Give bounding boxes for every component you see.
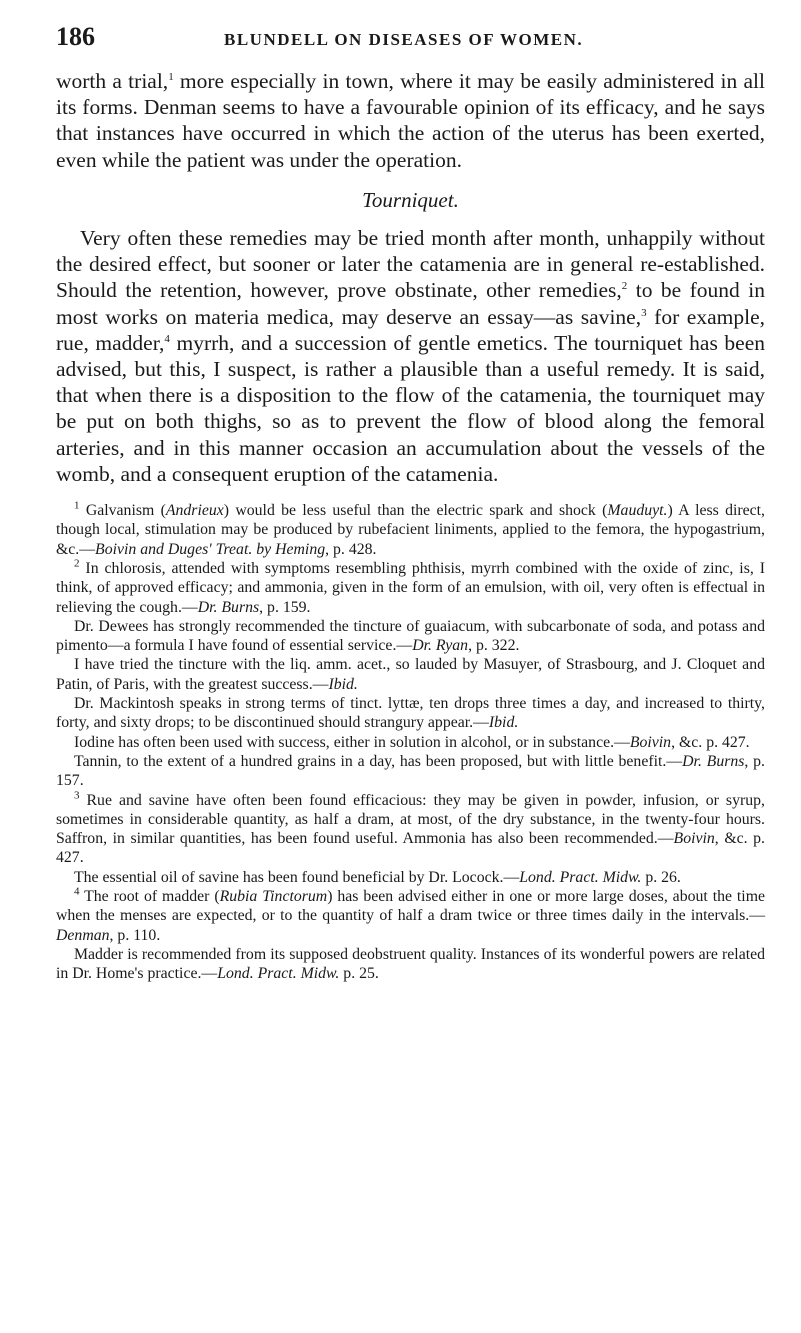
footnote-ref-3: 3 (641, 306, 647, 319)
footnote-ref-4: 4 (164, 332, 170, 345)
footnote-2-tannin: Tannin, to the extent of a hundred grains in a day, has been proposed, but with little benefit.—Dr. Burns, p. 157. (56, 752, 765, 790)
footnote-3: $^3$ Rue and savine have often been found efficacious: they may be given in powder, infusion, or syrup, sometimes in considerable quantity, as half a dram, at most, of the dry substance, in the twenty-four hours. Saffron, in similar quantities, has been found useful. Ammonia has also been recommended.—Boivin, &c. p. 427. (56, 789, 765, 867)
running-title: BLUNDELL ON DISEASES OF WOMEN. (224, 30, 584, 49)
paragraph-2: Very often these remedies may be tried month after month, unhappily without the desired effect, but sooner or later the catamenia are in general re-established. Should the retention, however, prove obstinate, other remedies,$^2$ to be found in most works on materia medica, may deserve an essay—as savine,$^3$ for example, rue, madder,$^4$ myrrh, and a succession of gentle emetics. The tourniquet has been advised, but this, I suspect, is rather a plausible than a useful remedy. It is said, that when there is a disposition to the flow of the catamenia, the tourniquet may be put on both thighs, so as to prevent the flow of blood along the femoral arteries, and in this manner occasion an accumulation about the vessels of the womb, and a consequent eruption of the catamenia. (56, 226, 766, 486)
footnote-2: $^2$ In chlorosis, attended with symptoms resembling phthisis, myrrh combined with the oxide of zinc, is, I think, of approved efficacy; and ammonia, given in the form of an emulsion, with oil, very often is effectual in relieving the cough.—Dr. Burns, p. 159. (56, 557, 765, 616)
section-heading: Tourniquet. (362, 187, 459, 212)
footnote-3-savine: The essential oil of savine has been found beneficial by Dr. Locock.—Lond. Pract. Midw. p. 26. (74, 868, 681, 886)
footnote-ref-1: 1 (168, 70, 174, 83)
paragraph-1: worth a trial,$^1$ more especially in town, where it may be easily administered in all its forms. Denman seems to have a favourable opinion of its efficacy, and he says that instances have occurred in which the action of the uterus has been exerted, even while the patient was under the operation. (56, 69, 766, 172)
footnote-2-mackintosh: Dr. Mackintosh speaks in strong terms of tinct. lyttæ, ten drops three times a day, and increased to thirty, forty, and sixty drops; to be discontinued should strangury appear.—Ibid. (56, 695, 765, 732)
page-number: 186 (56, 22, 95, 51)
main-text (56, 68, 765, 487)
footnote-4-madder: Madder is recommended from its supposed deobstruent quality. Instances of its wonderful powers are related in Dr. Home's practice.—Lond. Pract. Midw. p. 25. (56, 945, 765, 983)
footnote-2-tried: I have tried the tincture with the liq. amm. acet., so lauded by Masuyer, of Strasbourg, and J. Cloquet and Patin, of Paris, with the greatest success.—Ibid. (56, 656, 765, 693)
footnotes (56, 501, 765, 983)
footnote-2-dewees: Dr. Dewees has strongly recommended the tincture of guaiacum, with subcarbonate of soda, and potass and pimento—a formula I have found of essential service.—Dr. Ryan, p. 322. (56, 617, 765, 655)
footnote-4: $^4$ The root of madder (Rubia Tinctorum) has been advised either in one or more large doses, about the time when the menses are expected, or to the quantity of half a dram twice or three times daily in the intervals.—Denman, p. 110. (56, 885, 765, 944)
page-header (56, 22, 765, 58)
footnote-ref-2: 2 (621, 280, 628, 293)
footnote-2-iodine: Iodine has often been used with success, either in solution in alcohol, or in substance.—Boivin, &c. p. 427. (74, 733, 750, 751)
footnote-1: $^1$ Galvanism (Andrieux) would be less useful than the electric spark and shock (Mauduyt.) A less direct, though local, stimulation may be produced by rubefacient liniments, applied to the femora, the hypogastrium, &c.—Boivin and Duges' Treat. by Heming, p. 428. (56, 499, 765, 558)
